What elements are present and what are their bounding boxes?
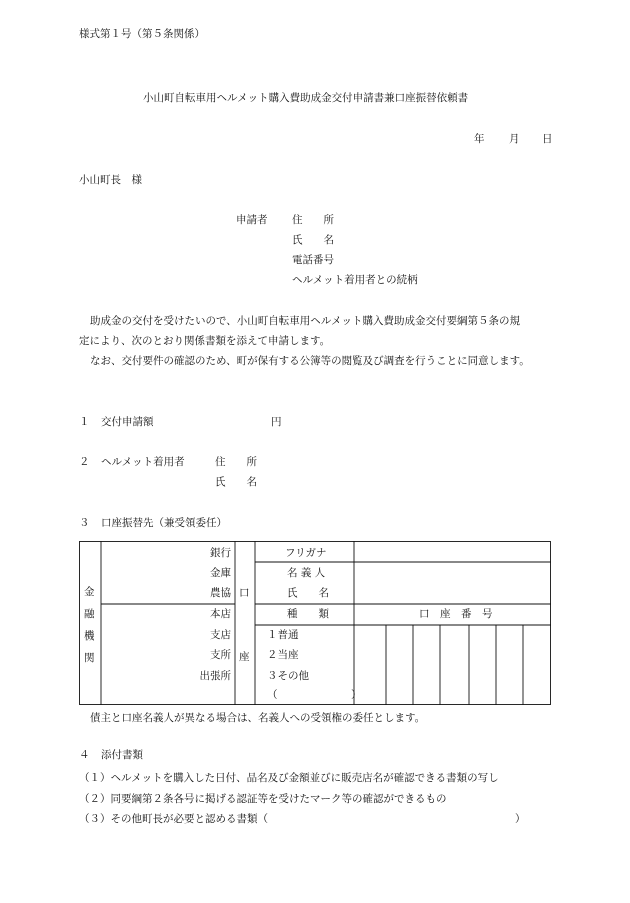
institution-type-shinkin: 金庫 [210, 567, 231, 579]
furigana-label: フリガナ [285, 547, 327, 559]
institution-char: 関 [84, 652, 95, 664]
holder-label: 名 義 人 [287, 567, 326, 579]
body-line-2: 定により、次のとおり関係書類を添えて申請します。 [79, 335, 331, 347]
section-4-number: ４ [79, 749, 90, 761]
applicant-name-label: 氏 名 [292, 234, 334, 246]
section-3-label: 口座振替先（兼受領委任） [101, 517, 227, 529]
institution-type-nokyo: 農協 [210, 587, 231, 599]
date-year: 年 [474, 133, 485, 145]
section-4-label: 添付書類 [101, 749, 143, 761]
institution-char: 金 [84, 586, 95, 598]
section-2-label: ヘルメット着用者 [101, 456, 185, 468]
branch-type-honten: 本店 [210, 608, 231, 620]
section-2-number: ２ [79, 456, 90, 468]
document-title: 小山町自転車用ヘルメット購入費助成金交付申請書兼口座振替依頼書 [143, 92, 469, 104]
attachment-item-2: （２）同要綱第２条各号に掲げる認証等を受けたマーク等の確認ができるもの [79, 793, 447, 805]
institution-char: 機 [84, 630, 95, 642]
addressee: 小山町長 様 [79, 174, 142, 186]
branch-type-shutchojo: 出張所 [199, 670, 231, 682]
institution-type-bank: 銀行 [210, 547, 231, 559]
applicant-relationship-label: ヘルメット着用者との続柄 [292, 274, 418, 286]
applicant-label: 申請者 [236, 214, 268, 226]
section-1-label: 交付申請額 [101, 416, 154, 428]
account-type-other: ３その他 [267, 670, 309, 682]
date-month: 月 [509, 133, 520, 145]
bank-account-table [79, 541, 551, 705]
form-number: 様式第１号（第５条関係） [79, 28, 205, 40]
body-line-3: なお、交付要件の確認のため、町が保有する公簿等の閲覧及び調査を行うことに同意します。 [90, 355, 530, 367]
section-2-name-label: 氏 名 [215, 476, 257, 488]
account-type-futsu: １普通 [267, 629, 299, 641]
attachment-item-3-close: ） [515, 813, 526, 825]
account-type-toza: ２当座 [267, 649, 299, 661]
branch-type-shisho: 支所 [210, 649, 231, 661]
section-1-number: １ [79, 416, 90, 428]
applicant-address-label: 住 所 [292, 214, 334, 226]
section-3-note: 債主と口座名義人が異なる場合は、名義人への受領権の委任とします。 [90, 712, 426, 724]
date-day: 日 [542, 133, 553, 145]
body-line-1: 助成金の交付を受けたいので、小山町自転車用ヘルメット購入費助成金交付要綱第５条の規 [90, 315, 520, 327]
holder-name-label: 氏 名 [287, 587, 329, 599]
section-1-unit: 円 [271, 416, 282, 428]
section-3-number: ３ [79, 517, 90, 529]
account-type-header: 種 類 [287, 608, 329, 620]
branch-type-shiten: 支店 [210, 629, 231, 641]
section-2-address-label: 住 所 [215, 456, 257, 468]
account-type-other-blank: （ ） [267, 689, 362, 701]
institution-char: 融 [84, 608, 95, 620]
applicant-phone-label: 電話番号 [292, 254, 334, 266]
attachment-item-3: （３）その他町長が必要と認める書類（ [79, 813, 268, 825]
account-number-header: 口 座 番 号 [419, 608, 493, 620]
account-char: 座 [239, 651, 250, 663]
attachment-item-1: （１）ヘルメットを購入した日付、品名及び金額並びに販売店名が確認できる書類の写し [79, 772, 499, 784]
account-char: 口 [239, 587, 250, 599]
